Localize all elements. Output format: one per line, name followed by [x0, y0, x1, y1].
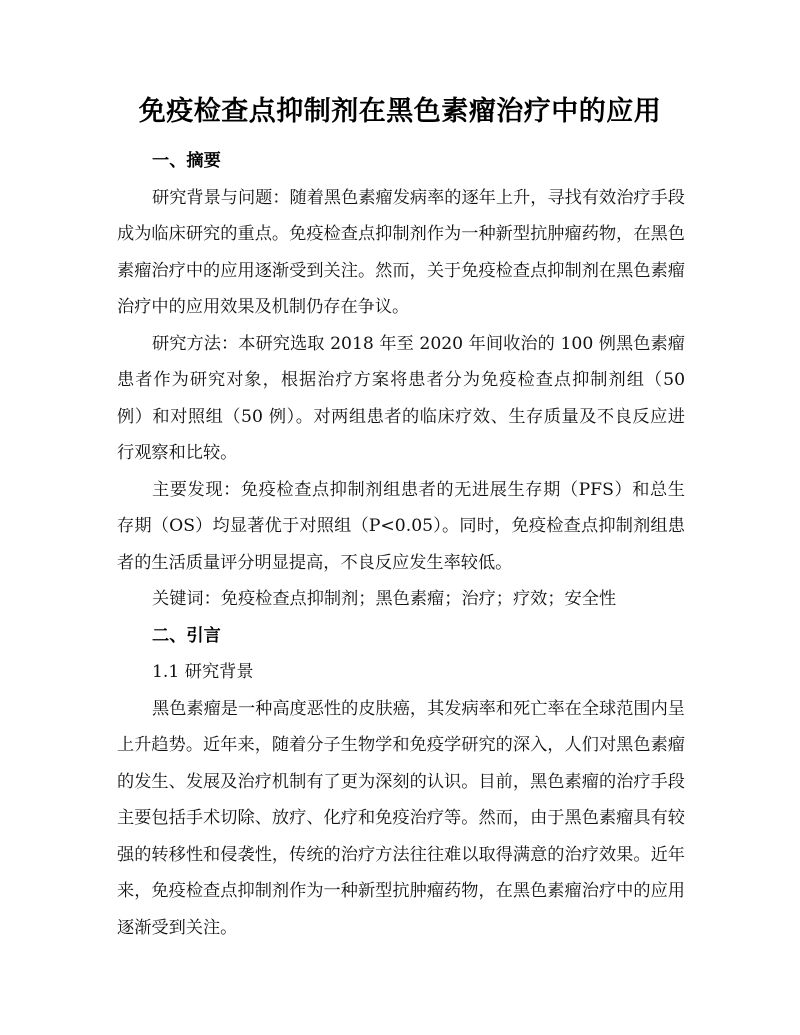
introduction-paragraph: 黑色素瘤是一种高度恶性的皮肤癌，其发病率和死亡率在全球范围内呈上升趋势。近年来，随着分子生物学和免疫学研究的深入，人们对黑色素瘤的发生、发展及治疗机制有了更为深刻的认识。目前，黑色素瘤的治疗手段主要包括手术切除、放疗、化疗和免疫治疗等。然而，由于黑色素瘤具有较强的转移性和侵袭性，传统的治疗方法往往难以取得满意的治疗效果。近年来，免疫检查点抑制剂作为一种新型抗肿瘤药物，在黑色素瘤治疗中的应用逐渐受到关注。: [117, 698, 685, 938]
subsection-heading-background: 1.1 研究背景: [152, 662, 254, 682]
abstract-methods-paragraph: 研究方法：本研究选取 2018 年至 2020 年间收治的 100 例黑色素瘤患者作为研究对象，根据治疗方案将患者分为免疫检查点抑制剂组（50 例）和对照组（50 例）。对两组患者的临床疗效、生存质量及不良反应进行观察和比较。: [117, 333, 685, 463]
document-body: [117, 143, 685, 946]
keywords-line: 关键词：免疫检查点抑制剂；黑色素瘤；治疗；疗效；安全性: [152, 589, 617, 609]
section-heading-abstract: 一、摘要: [152, 151, 221, 171]
abstract-background-paragraph: 研究背景与问题：随着黑色素瘤发病率的逐年上升，寻找有效治疗手段成为临床研究的重点。免疫检查点抑制剂作为一种新型抗肿瘤药物，在黑色素瘤治疗中的应用逐渐受到关注。然而，关于免疫检查点抑制剂在黑色素瘤治疗中的应用效果及机制仍存在争议。: [117, 187, 685, 317]
section-heading-introduction: 二、引言: [152, 625, 221, 646]
document-title: 免疫检查点抑制剂在黑色素瘤治疗中的应用: [138, 96, 662, 127]
abstract-findings-paragraph: 主要发现：免疫检查点抑制剂组患者的无进展生存期（PFS）和总生存期（OS）均显著优于对照组（P<0.05）。同时，免疫检查点抑制剂组患者的生活质量评分明显提高，不良反应发生率较低。: [117, 479, 685, 573]
